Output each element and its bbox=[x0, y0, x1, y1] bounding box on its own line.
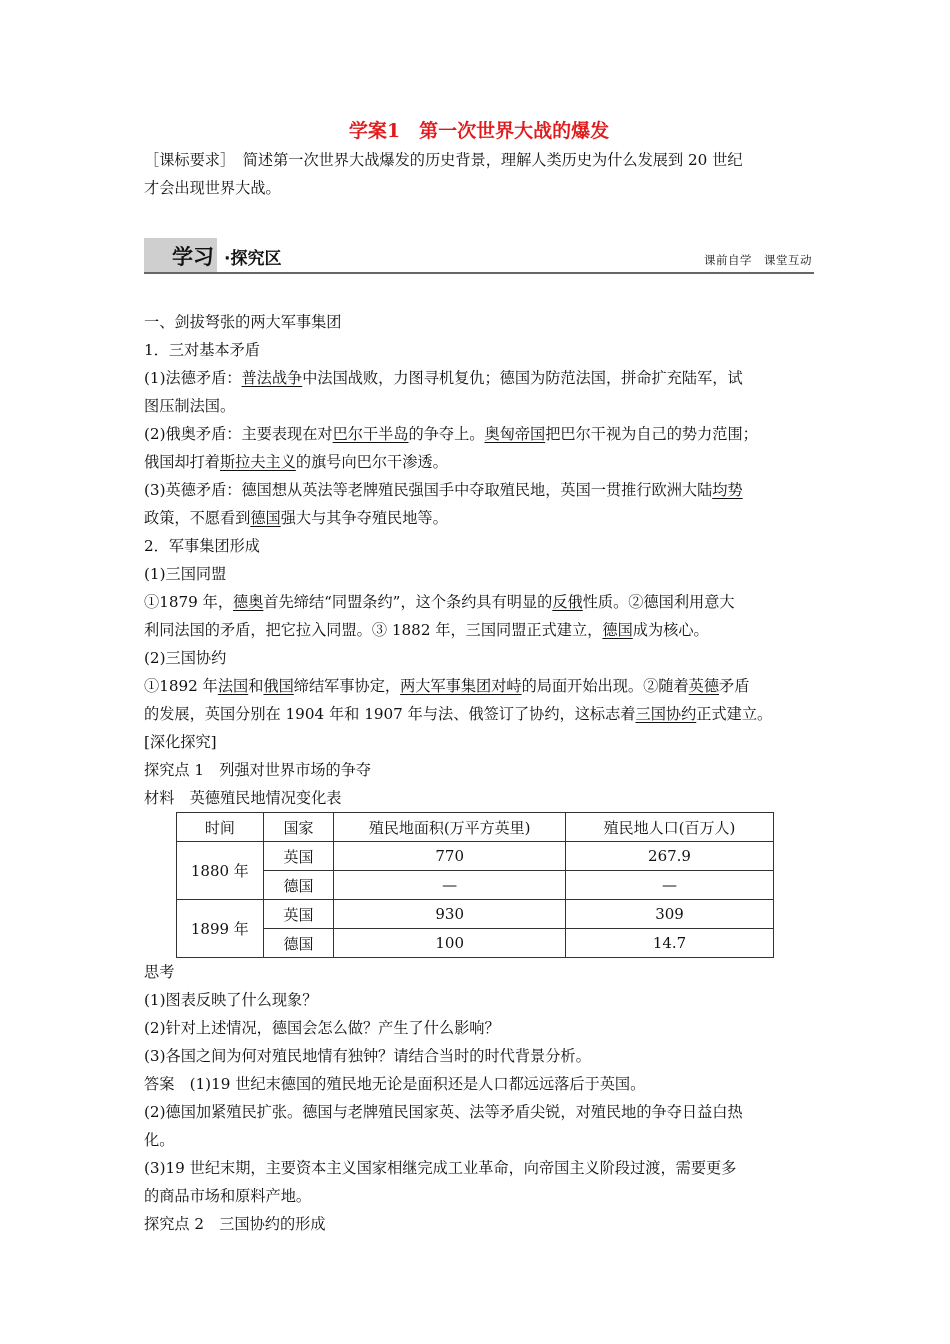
table-header-row bbox=[177, 813, 774, 842]
answer-3: (3)19 世纪末期，主要资本主义国家相继完成工业革命，向帝国主义阶段过渡，需要更多 bbox=[144, 1159, 737, 1177]
paragraph-russia-austria: (2)俄奥矛盾：主要表现在对巴尔干半岛的争夺上。奥匈帝国把巴尔干视为自己的势力范围； bbox=[144, 425, 758, 443]
table-cell: 德国 bbox=[263, 871, 334, 900]
table-cell-year: 1899 年 bbox=[177, 900, 264, 958]
table-cell: 德国 bbox=[263, 929, 334, 958]
paragraph-britain-germany: (3)英德矛盾：德国想从英法等老牌殖民强国手中夺取殖民地，英国一贯推行欧洲大陆均势 bbox=[144, 481, 743, 499]
curriculum-requirement-line2: 才会出现世界大战。 bbox=[144, 179, 281, 197]
section-banner bbox=[144, 238, 814, 278]
answer-3-cont: 的商品市场和原料产地。 bbox=[144, 1187, 312, 1205]
table-row bbox=[177, 929, 774, 958]
paragraph-france-germany: (1)法德矛盾：普法战争中法国战败，力图寻机复仇；德国为防范法国，拼命扩充陆军，试 bbox=[144, 369, 743, 387]
table-cell: 100 bbox=[334, 929, 566, 958]
subheading-blocs: 2．军事集团形成 bbox=[144, 537, 260, 555]
paragraph-britain-germany-cont: 政策，不愿看到德国强大与其争夺殖民地等。 bbox=[144, 509, 448, 527]
banner-subtitle: ·探究区 bbox=[224, 249, 282, 269]
table-cell: 14.7 bbox=[566, 929, 774, 958]
triple-alliance-text-cont: 利同法国的矛盾，把它拉入同盟。③ 1882 年，三国同盟正式建立，德国成为核心。 bbox=[144, 621, 709, 639]
table-cell: — bbox=[566, 871, 774, 900]
table-cell: 309 bbox=[566, 900, 774, 929]
paragraph-russia-austria-cont: 俄国却打着斯拉夫主义的旗号向巴尔干渗透。 bbox=[144, 453, 448, 471]
banner-rule bbox=[144, 272, 814, 274]
deepen-label: [深化探究] bbox=[144, 733, 217, 751]
question-2: (2)针对上述情况，德国会怎么做？产生了什么影响？ bbox=[144, 1019, 500, 1037]
answer-1: 答案 (1)19 世纪末德国的殖民地无论是面积还是人口都远远落后于英国。 bbox=[144, 1075, 646, 1093]
table-row bbox=[177, 871, 774, 900]
paragraph-france-germany-cont: 图压制法国。 bbox=[144, 397, 236, 415]
table-header: 国家 bbox=[263, 813, 334, 842]
question-1: (1)图表反映了什么现象？ bbox=[144, 991, 318, 1009]
table-cell: 英国 bbox=[263, 842, 334, 871]
banner-title: 学习 bbox=[172, 245, 214, 269]
table-cell: — bbox=[334, 871, 566, 900]
explore-point-1: 探究点 1 列强对世界市场的争夺 bbox=[144, 761, 372, 779]
explore-point-2: 探究点 2 三国协约的形成 bbox=[144, 1215, 326, 1233]
subheading-contradictions: 1．三对基本矛盾 bbox=[144, 341, 260, 359]
triple-alliance-heading: (1)三国同盟 bbox=[144, 565, 227, 583]
banner-right-label: 课前自学 课堂互动 bbox=[704, 253, 812, 267]
curriculum-requirement-line1: ［课标要求］ 简述第一次世界大战爆发的历史背景，理解人类历史为什么发展到 20 世纪 bbox=[144, 151, 743, 169]
table-header: 殖民地面积(万平方英里) bbox=[334, 813, 566, 842]
section-heading: 一、剑拔弩张的两大军事集团 bbox=[144, 313, 342, 331]
page-title: 学案1 第一次世界大战的爆发 bbox=[348, 120, 610, 142]
triple-alliance-text: ①1879 年，德奥首先缔结“同盟条约”，这个条约具有明显的反俄性质。②德国利用意大 bbox=[144, 593, 735, 611]
answer-2: (2)德国加紧殖民扩张。德国与老牌殖民国家英、法等矛盾尖锐，对殖民地的争夺日益白热 bbox=[144, 1103, 743, 1121]
think-label: 思考 bbox=[144, 963, 175, 981]
table-row bbox=[177, 900, 774, 929]
triple-entente-text: ①1892 年法国和俄国缔结军事协定，两大军事集团对峙的局面开始出现。②随着英德矛盾 bbox=[144, 677, 750, 695]
table-cell: 770 bbox=[334, 842, 566, 871]
table-cell: 英国 bbox=[263, 900, 334, 929]
triple-entente-text-cont: 的发展，英国分别在 1904 年和 1907 年与法、俄签订了协约，这标志着三国协约正式建立。 bbox=[144, 705, 773, 723]
answer-2-cont: 化。 bbox=[144, 1131, 175, 1149]
question-3: (3)各国之间为何对殖民地情有独钟？请结合当时的时代背景分析。 bbox=[144, 1047, 591, 1065]
table-row bbox=[177, 842, 774, 871]
table-cell: 930 bbox=[334, 900, 566, 929]
material-caption: 材料 英德殖民地情况变化表 bbox=[144, 789, 342, 807]
table-cell-year: 1880 年 bbox=[177, 842, 264, 900]
table-header: 殖民地人口(百万人) bbox=[566, 813, 774, 842]
colony-table bbox=[176, 812, 774, 958]
document-page bbox=[144, 118, 814, 1238]
triple-entente-heading: (2)三国协约 bbox=[144, 649, 227, 667]
table-header: 时间 bbox=[177, 813, 264, 842]
table-cell: 267.9 bbox=[566, 842, 774, 871]
